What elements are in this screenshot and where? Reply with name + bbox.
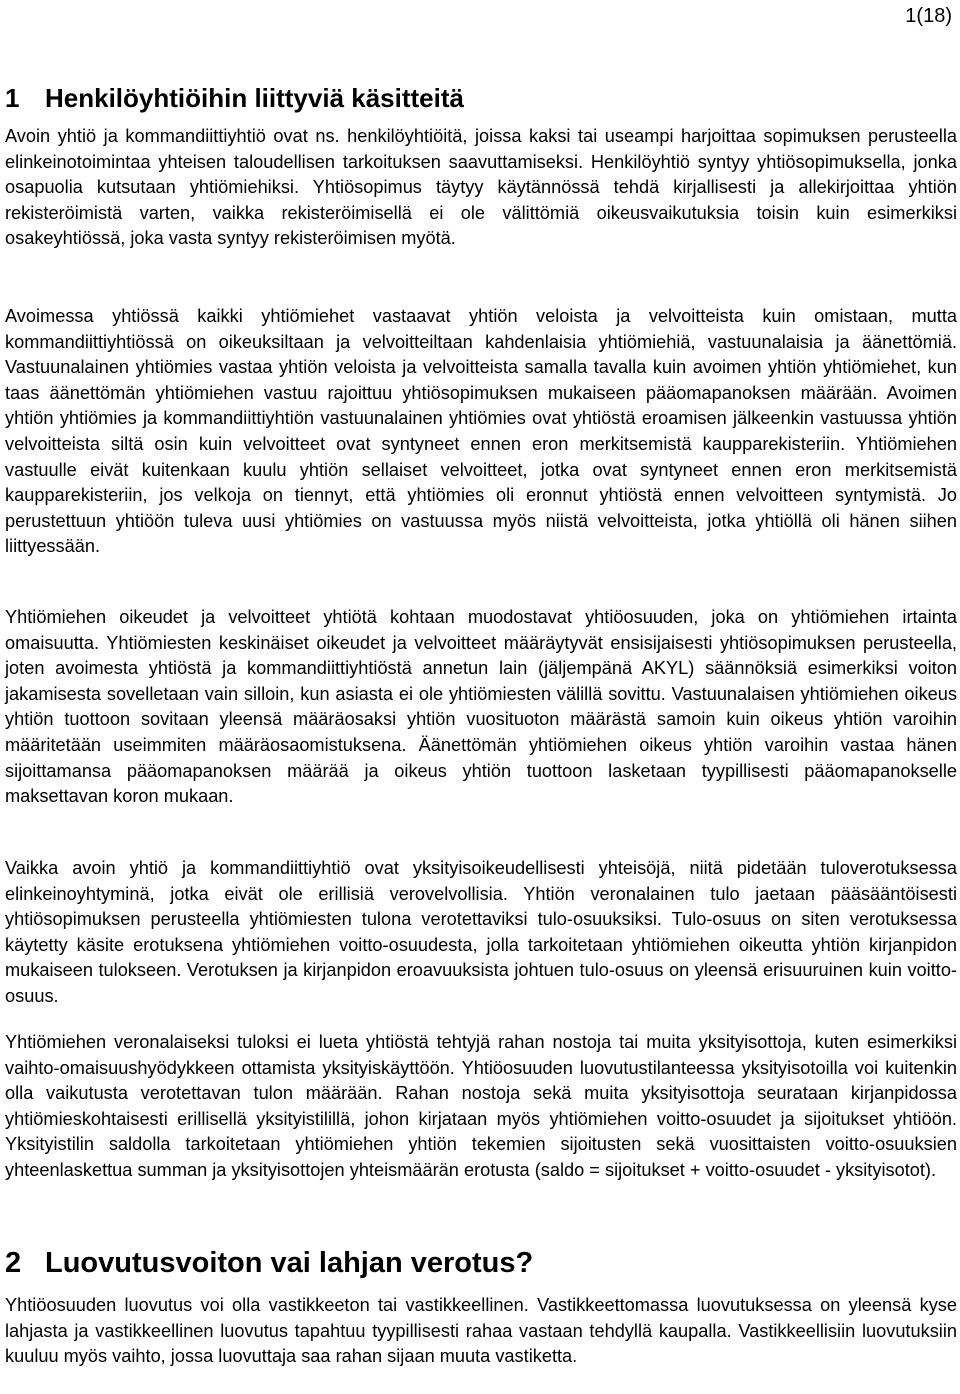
paragraph-2: Avoimessa yhtiössä kaikki yhtiömiehet vastaavat yhtiön veloista ja velvoitteista kuin omistaan, mutta kommandiittiyhtiössä on oikeuksiltaan ja velvoitteiltaan kahdenlaisia yhtiömiehiä, vastuunalaisia ja äänettömiä. Vastuunalainen yhtiömies vastaa yhtiön veloista ja velvoitteista samalla tavalla kuin avoimen yhtiön yhtiömiehet, kun taas äänettömän yhtiömiehen vastuu rajoittuu yhtiösopimuksen mukaiseen pääomapanoksen määrään. Avoimen yhtiön yhtiömies ja kommandiittiyhtiön vastuunalainen yhtiömies ovat yhtiöstä eroamisen jälkeenkin vastuussa yhtiön velvoitteista siltä osin kuin velvoitteet ovat syntyneet ennen eron merkitsemistä kaupparekisteriin. Yhtiömiehen vastuulle eivät kuitenkaan kuulu yhtiön sellaiset velvoitteet, jotka ovat syntyneet ennen eron merkitsemistä kaupparekisteriin, jos velkoja on tiennyt, että yhtiömies oli eronnut yhtiöstä ennen velvoitteen syntymistä. Jo perustettuun yhtiöön tuleva uusi yhtiömies on vastuussa myös niistä velvoitteista, jotka yhtiöllä oli hänen siihen liittyessään. [5,306,957,557]
section-2-title: Luovutusvoiton vai lahjan verotus? [45,1247,534,1279]
section-2-heading [5,1245,533,1281]
section-1-heading [5,82,464,114]
paragraph-3: Yhtiömiehen oikeudet ja velvoitteet yhtiötä kohtaan muodostavat yhtiöosuuden, joka on yhtiömiehen irtainta omaisuutta. Yhtiömiesten keskinäiset oikeudet ja velvoitteet määräytyvät ensisijaisesti yhtiösopimuksen perusteella, joten avoimesta yhtiöstä ja kommandiittiyhtiöstä annetun lain (jäljempänä AKYL) säännöksiä esimerkiksi voiton jakamisesta sovelletaan vain silloin, kun asiasta ei ole yhtiömiesten välillä sovittu. Vastuunalaisen yhtiömiehen oikeus yhtiön tuottoon sovitaan yleensä määräosaksi yhtiön vuosituoton määrästä samoin kuin oikeus yhtiön varoihin määritetään useimmiten määräosaomistuksena. Äänettömän yhtiömiehen oikeus yhtiön varoihin vastaa hänen sijoittamansa pääomapanoksen määrää ja oikeus yhtiön tuottoon lasketaan tyypillisesti pääomapanokselle maksettavan koron mukaan. [5,607,957,807]
paragraph-5: Yhtiömiehen veronalaiseksi tuloksi ei lueta yhtiöstä tehtyjä rahan nostoja tai muita yksityisottoja, kuten esimerkiksi vaihto-omaisuushyödykkeen ottamista yksityiskäyttöön. Yhtiöosuuden luovutustilanteessa yksityisotoilla voi kuitenkin olla vaikutusta verotettavan tulon määrään. Rahan nostoja sekä muita yksityisottoja seurataan kirjanpidossa yhtiömieskohtaisesti erillisellä yksityistilillä, johon kirjataan myös yhtiömiehen voitto-osuudet ja sijoitukset yhtiöön. Yksityistilin saldolla tarkoitetaan yhtiömiehen yhtiön tekemien sijoitusten sekä vuosittaisten voitto-osuuksien yhteenlaskettua summan ja yksityisottojen yhteismäärän erotusta (saldo = sijoitukset + voitto-osuudet - yksityisotot). [5,1032,957,1180]
paragraph-1: Avoin yhtiö ja kommandiittiyhtiö ovat ns. henkilöyhtiöitä, joissa kaksi tai useampi harjoittaa sopimuksen perusteella elinkeinotoimintaa yhteisen taloudellisen tarkoituksen saavuttamiseksi. Henkilöyhtiö syntyy yhtiösopimuksella, jonka osapuolia kutsutaan yhtiömiehiksi. Yhtiösopimus täytyy käytännössä tehdä kirjallisesti ja allekirjoittaa yhtiön rekisteröimistä varten, vaikka rekisteröimisellä ei ole välittömiä oikeusvaikutuksia toisin kuin esimerkiksi osakeyhtiössä, joka vasta syntyy rekisteröimisen myötä. [5,126,957,249]
section-1-title: Henkilöyhtiöihin liittyviä käsitteitä [45,83,464,113]
page-number: 1(18) [905,5,952,27]
paragraph-6: Yhtiöosuuden luovutus voi olla vastikkeeton tai vastikkeellinen. Vastikkeettomassa luovutuksessa on yleensä kyse lahjasta ja vastikkeellinen luovutus tapahtuu tyypillisesti rahaa vastaan tehdyllä kaupalla. Vastikkeellisiin luovutuksiin kuuluu myös vaihto, jossa luovuttaja saa rahan sijaan muuta vastiketta. [5,1295,957,1367]
section-1-number: 1 [5,83,20,113]
section-2-number: 2 [5,1247,22,1279]
paragraph-4: Vaikka avoin yhtiö ja kommandiittiyhtiö ovat yksityisoikeudellisesti yhteisöjä, niitä pidetään tuloverotuksessa elinkeinoyhtyminä, jotka eivät ole erillisiä verovelvollisia. Yhtiön veronalainen tulo jaetaan pääsääntöisesti yhtiösopimuksen perusteella yhtiömiesten tulona verotettaviksi tulo-osuuksiksi. Tulo-osuus on siten verotuksessa käytetty käsite erotuksena yhtiömiehen voitto-osuudesta, jolla tarkoitetaan yhtiömiehen oikeutta yhtiön kirjanpidon mukaiseen tulokseen. Verotuksen ja kirjanpidon eroavuuksista johtuen tulo-osuus on yleensä erisuuruinen kuin voitto-osuus. [5,858,957,1006]
